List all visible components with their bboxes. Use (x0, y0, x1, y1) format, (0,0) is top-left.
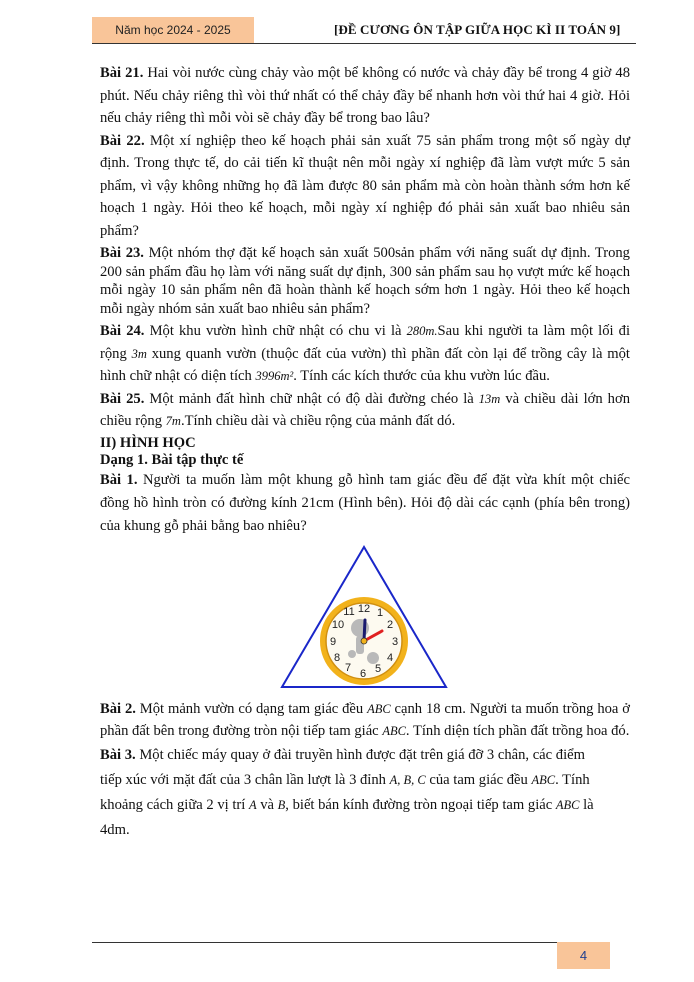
problem-text: . Tính diện tích phần đất trồng hoa đó. (405, 723, 630, 739)
page-number: 4 (557, 942, 610, 969)
geometry-problem-1 (100, 469, 630, 538)
section-heading: II) HÌNH HỌC (100, 434, 196, 451)
math-expression: 280m. (406, 324, 438, 338)
footer-divider (92, 942, 557, 943)
clock-number: 7 (344, 661, 352, 674)
problem-label: Bài 3. (100, 746, 136, 763)
clock-number: 6 (359, 667, 367, 680)
problem-label: Bài 24. (100, 323, 145, 339)
clock-number: 9 (329, 635, 337, 648)
problem-text: của tam giác đều (425, 771, 532, 788)
clock-number: 5 (374, 662, 382, 675)
subsection-heading: Dạng 1. Bài tập thực tế (100, 451, 244, 468)
header-divider (92, 43, 636, 44)
math-expression: ABC (555, 797, 580, 812)
problem-text: Một mảnh đất hình chữ nhật có độ dài đường chéo là (144, 390, 479, 407)
problem-text: Sau khi người ta làm một lối đi rộng (100, 323, 631, 362)
problem-text: cạnh 18 cm. Người ta muốn trồng hoa ở phần đất bên trong đường tròn nội tiếp tam giác (100, 700, 630, 739)
problem-text: Một mảnh vườn có dạng tam giác đều (135, 700, 368, 717)
geometry-problem-2 (100, 698, 630, 743)
problem-text: là 4dm. (100, 796, 594, 838)
problem-22 (100, 130, 630, 243)
math-expression: A, B, C (389, 772, 426, 787)
problem-text: Một nhóm thợ đặt kế hoạch sản xuất 500sản phẩm với năng suất dự định. Trong 200 sản phẩm đầu họ làm với năng suất dự định, 300 sản phẩm sau họ vượt mức kế hoạch mỗi ngày 10 sản phẩm nên đã hoàn thành kế hoạch sớm hơn 1 ngày. Hỏi theo kế hoạch mỗi ngày nhóm sản xuất bao nhiêu sản phẩm? (100, 245, 630, 317)
problem-label: Bài 23. (100, 245, 144, 261)
problem-label: Bài 22. (100, 132, 145, 149)
math-expression: 3996m² (255, 369, 294, 383)
problem-text: Một khu vườn hình chữ nhật có chu vi là (144, 323, 407, 339)
problem-text: Người ta muốn làm một khung gỗ hình tam giác đều để đặt vừa khít một chiếc đồng hồ hình tròn có đường kính 21cm (Hình bên). Hỏi độ dài các cạnh (phía bên trong) của khung gỗ phải bằng bao nhiêu? (100, 471, 630, 534)
problem-21 (100, 62, 630, 130)
math-expression: A (248, 797, 257, 812)
problem-label: Bài 1. (100, 471, 138, 488)
problem-text: Một chiếc máy quay ở đài truyền hình được đặt trên giá đỡ 3 chân, các điểm tiếp xúc với mặt đất của 3 chân lần lượt là 3 đỉnh (100, 746, 585, 788)
math-expression: ABC (367, 701, 391, 716)
problem-text: . Tính khoảng cách giữa 2 vị trí (100, 771, 590, 813)
clock-number: 2 (386, 618, 394, 631)
clock-number: 1 (376, 606, 384, 619)
problem-text: Hai vòi nước cùng chảy vào một bể không có nước và chảy đầy bể trong 4 giờ 48 phút. Nếu chảy riêng thì vòi thứ nhất có thể chảy đầy bể nhanh hơn vòi thứ hai 4 giờ. Hỏi nếu chảy riêng thì mỗi vòi sẽ chảy đầy bể trong bao lâu? (100, 65, 630, 126)
clock-number: 12 (357, 602, 371, 615)
clock-number: 4 (386, 651, 394, 664)
problem-text: và chiều dài lớn hơn chiều rộng (100, 390, 630, 429)
clock-number: 8 (333, 651, 341, 664)
geometry-problem-3 (100, 743, 630, 843)
clock-number: 10 (331, 618, 345, 631)
problem-text: . Tính các kích thước của khu vườn lúc đầu. (293, 368, 550, 384)
problem-label: Bài 21. (100, 65, 144, 81)
problem-23 (100, 244, 630, 318)
math-expression: 13m (478, 391, 501, 406)
problem-24 (100, 320, 630, 388)
header-school-year: Năm học 2024 - 2025 (92, 17, 254, 43)
math-expression: B (277, 797, 286, 812)
problem-label: Bài 25. (100, 390, 145, 407)
problem-label: Bài 2. (100, 700, 136, 717)
problem-text: .Tính chiều dài và chiều rộng của mảnh đất dó. (180, 413, 456, 429)
clock-figure (100, 544, 630, 694)
math-expression: 7m (165, 414, 181, 428)
clock-center-pin (361, 638, 367, 644)
header-title: [ĐỀ CƯƠNG ÔN TẬP GIỮA HỌC KÌ II TOÁN 9] (334, 22, 621, 37)
clock-number: 11 (343, 605, 355, 618)
math-expression: 3m (131, 346, 147, 361)
problem-text: xung quanh vườn (thuộc đất của vườn) thì phần đất còn lại để trồng cây là một hình chữ nhật có diện tích (100, 345, 630, 384)
math-expression: ABC (531, 772, 556, 787)
clock-number: 3 (391, 635, 399, 648)
page-content (100, 62, 630, 843)
math-expression: ABC (382, 724, 406, 738)
problem-text: , biết bán kính đường tròn ngoại tiếp tam giác (285, 796, 556, 813)
problem-text: và (256, 796, 278, 813)
triangle-clock-illustration (278, 544, 452, 692)
problem-25 (100, 388, 630, 433)
problem-text: Một xí nghiệp theo kế hoạch phải sản xuất 75 sản phẩm trong một số ngày dự định. Trong thực tế, do cải tiến kĩ thuật nên mỗi ngày xí nghiệp đã làm vượt mức 5 sản phẩm, vì vậy không những họ đã làm được 80 sản phẩm mà còn hoàn thành sớm hơn kế hoạch 1 ngày. Hỏi theo kế hoạch, mỗi ngày xí nghiệp đó phải sản xuất bao nhiêu sản phẩm? (100, 132, 630, 239)
